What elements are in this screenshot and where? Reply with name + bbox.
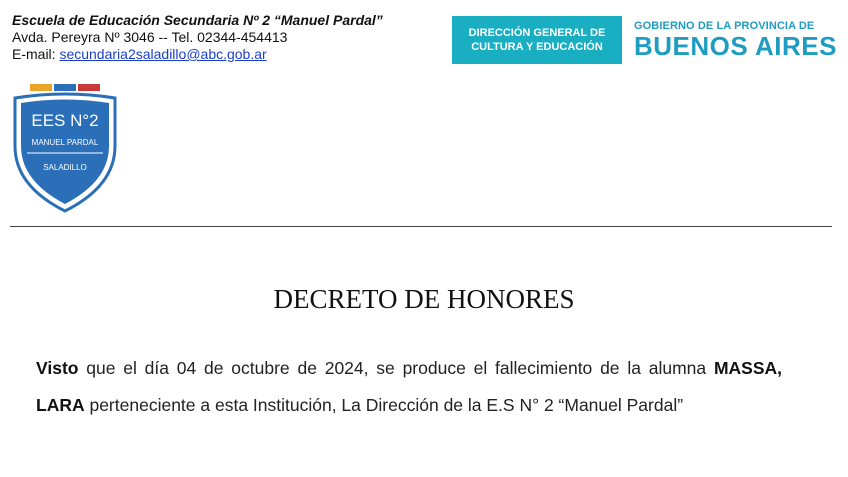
school-shield-logo <box>12 84 118 214</box>
dgce-logo <box>452 16 622 64</box>
paragraph-text-2: perteneciente a esta Institución, La Dirección de la E.S N° 2 “Manuel Pardal” <box>84 395 684 415</box>
gba-line2: BUENOS AIRES <box>634 31 837 61</box>
paragraph-text-1: que el día 04 de octubre de 2024, se produce el fallecimiento de la alumna <box>78 358 714 378</box>
shield-mid-text: MANUEL PARDAL <box>31 138 99 147</box>
shield-bottom-text: SALADILLO <box>43 163 87 172</box>
school-header <box>12 12 383 63</box>
gba-logo <box>634 20 837 60</box>
shield-stripe-blue <box>54 84 76 91</box>
student-name: MASSA, LARA <box>36 358 782 415</box>
dgce-line1: DIRECCIÓN GENERAL DE <box>468 27 606 39</box>
gba-line1: GOBIERNO DE LA PROVINCIA DE <box>634 20 815 32</box>
email-link[interactable]: secundaria2saladillo@abc.gob.ar <box>59 46 267 62</box>
school-email <box>12 46 383 63</box>
shield-stripe-yellow <box>30 84 52 91</box>
shield-top-text: EES N°2 <box>31 111 99 130</box>
header-divider <box>10 226 832 227</box>
document-title: DECRETO DE HONORES <box>273 284 575 314</box>
document-paragraph <box>36 350 782 424</box>
paragraph-lead-bold: Visto <box>36 358 79 378</box>
dgce-line2: CULTURA Y EDUCACIÓN <box>471 41 603 53</box>
shield-stripe-red <box>78 84 100 91</box>
school-address: Avda. Pereyra Nº 3046 -- Tel. 02344-454413 <box>12 29 288 45</box>
school-name: Escuela de Educación Secundaria Nº 2 “Manuel Pardal” <box>12 12 383 28</box>
email-prefix: E-mail: <box>12 46 60 62</box>
